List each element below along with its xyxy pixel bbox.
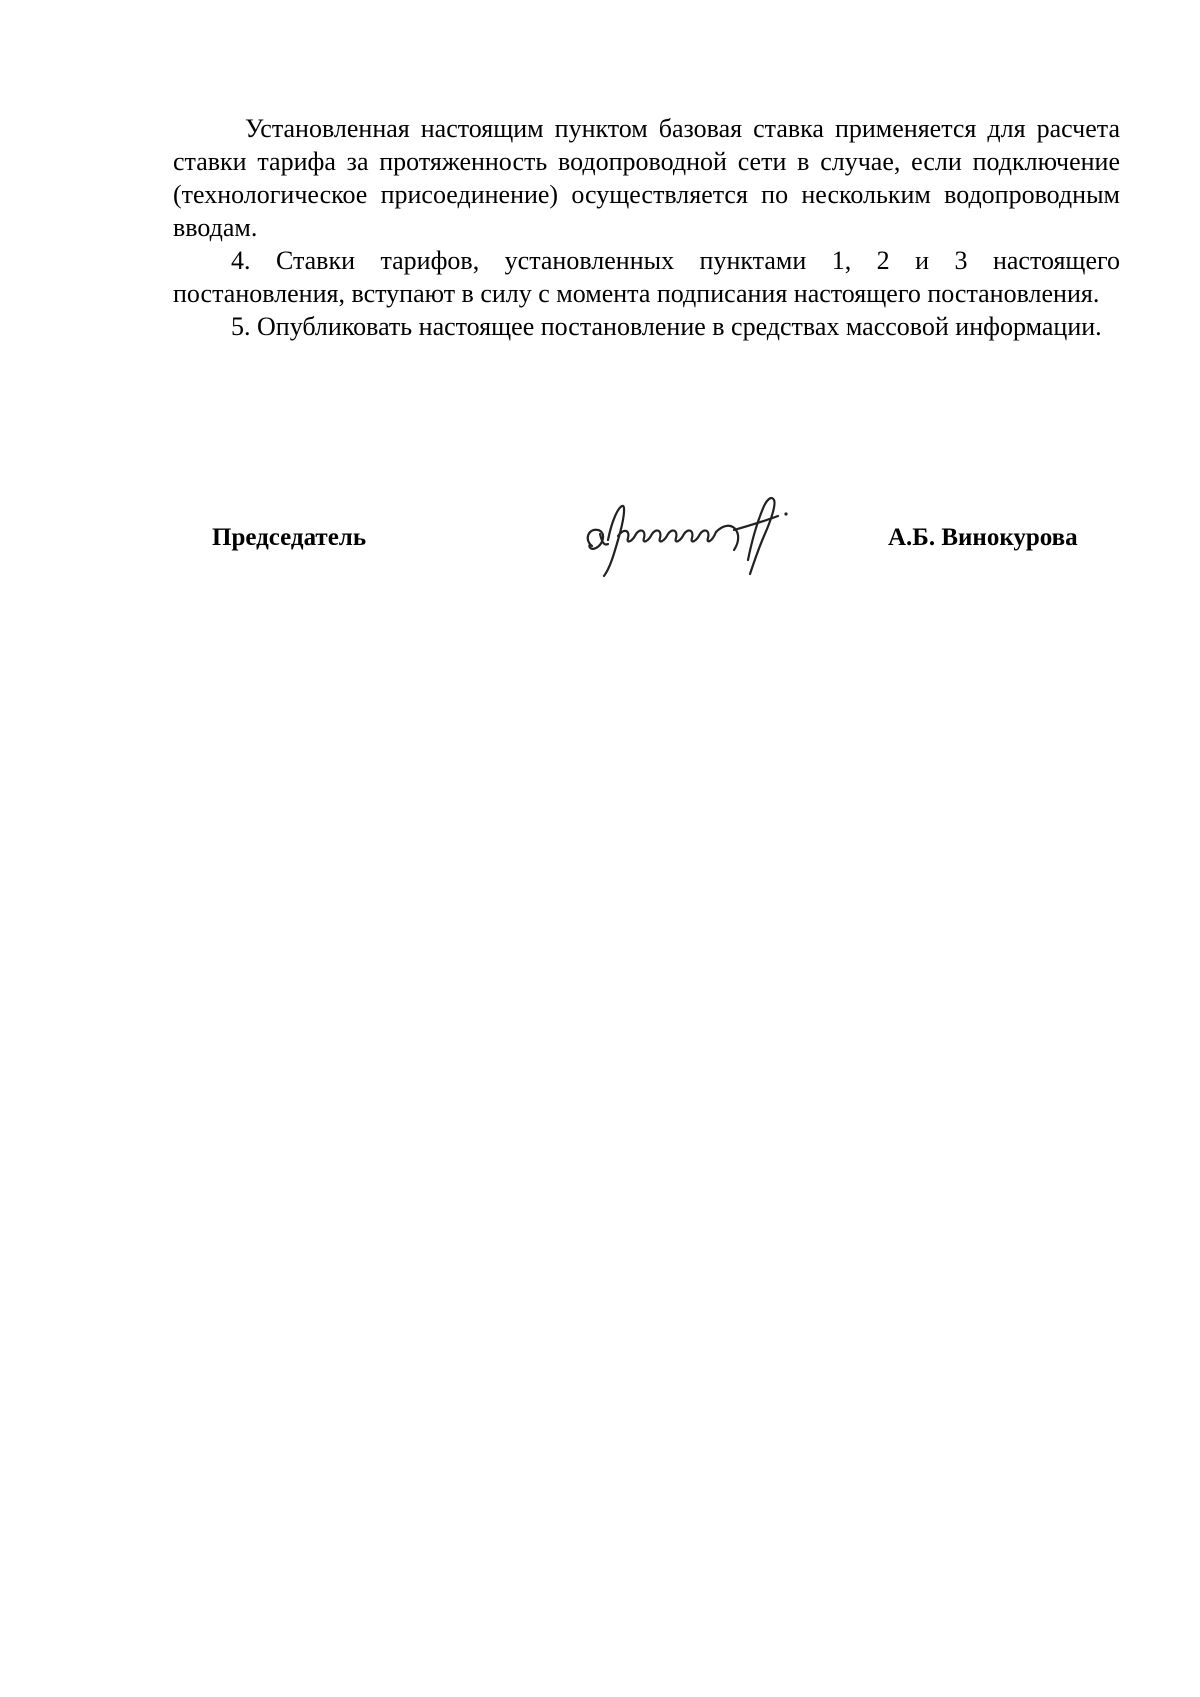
signature-block [0,490,1200,590]
signatory-name: А.Б. Винокурова [888,524,1078,551]
paragraph-item-4: 4. Ставки тарифов, установленных пунктами 1, 2 и 3 настоящего постановления, вступают в силу с момента подписания настоящего постановления. [173,246,1120,308]
handwritten-signature-icon [578,490,810,582]
signatory-title: Председатель [212,524,367,551]
paragraph-base-rate-note: Установленная настоящим пунктом базовая ставка применяется для расчета ставки тарифа за протяженность водопроводной сети в случае, если подключение (технологическое присоединение) осуществляется по нескольким водопроводным вводам. [173,114,1120,242]
paragraph-item-5: 5. Опубликовать настоящее постановление в средствах массовой информации. [231,312,1102,341]
document-body [173,112,1120,343]
